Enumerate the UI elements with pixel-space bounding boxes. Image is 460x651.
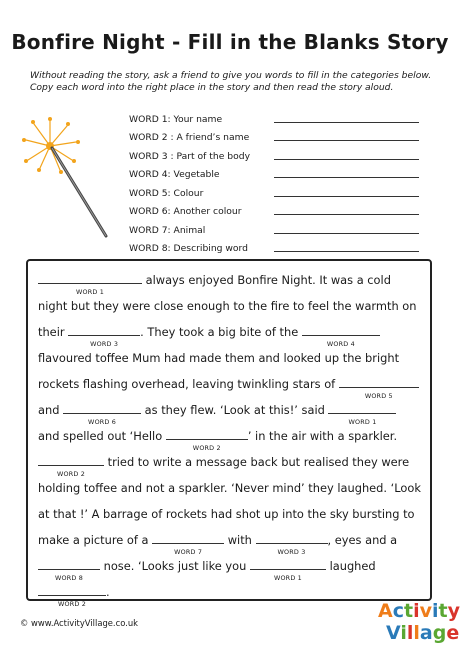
story-blank[interactable] — [63, 402, 141, 426]
story-blank[interactable] — [38, 584, 106, 608]
story-blank[interactable] — [38, 558, 100, 582]
word-row — [129, 125, 419, 144]
story-blank[interactable] — [328, 402, 396, 426]
word-label: WORD 5: Colour — [129, 187, 204, 199]
svg-text:Activity: Activity — [378, 600, 460, 622]
blank-tag: WORD 1 — [75, 288, 104, 296]
blank-tag: WORD 7 — [174, 548, 203, 556]
blank-tag: WORD 2 — [56, 470, 85, 478]
story-text-segment: always enjoyed Bonfire Night. It was a cold — [142, 273, 391, 287]
blank-tag: WORD 1 — [348, 418, 377, 426]
story-text-segment: tried to write a message back but realised they were — [104, 455, 410, 469]
story-line — [38, 423, 424, 452]
word-row — [129, 143, 419, 162]
story-blank[interactable] — [68, 324, 140, 348]
word-label: WORD 4: Vegetable — [129, 169, 220, 180]
blank-tag: WORD 2 — [57, 600, 86, 608]
story-line — [38, 371, 424, 400]
story-text-segment: . They took a big bite of the — [140, 325, 302, 339]
word-label: WORD 7: Animal — [129, 224, 206, 236]
story-text-segment: holding toffee and not a sparkler. ‘Never mind’ they laughed. ‘Look — [38, 481, 421, 495]
story-line — [38, 449, 424, 478]
answer-line[interactable] — [274, 159, 419, 160]
story-text-segment: with — [224, 533, 256, 547]
story-blank[interactable] — [166, 428, 248, 452]
word-row — [129, 162, 419, 181]
answer-line[interactable] — [274, 214, 419, 215]
story-blank[interactable] — [250, 558, 326, 582]
story-line — [38, 267, 424, 296]
blank-tag: WORD 2 — [192, 444, 221, 452]
story-line — [38, 345, 424, 371]
story-blank[interactable] — [302, 324, 380, 348]
story-blank[interactable] — [256, 532, 328, 556]
blank-tag: WORD 5 — [364, 392, 393, 400]
word-label: WORD 3 : Part of the body — [129, 150, 251, 162]
blank-tag: WORD 6 — [88, 418, 117, 426]
story-text-segment: as they flew. ‘Look at this!’ said — [141, 403, 329, 417]
word-label: WORD 6: Another colour — [129, 206, 242, 217]
word-row — [129, 217, 419, 236]
answer-line[interactable] — [274, 177, 419, 178]
story-text-segment: ’ in the air with a sparkler. — [247, 429, 398, 443]
story-text-segment: rockets flashing overhead, leaving twinkling stars of — [38, 377, 339, 391]
story-blank[interactable] — [339, 376, 419, 400]
word-list — [129, 106, 419, 254]
story-line — [38, 319, 424, 348]
story-text-segment: night but they were close enough to the fire to feel the warmth on — [38, 299, 417, 313]
activity-village-logo — [376, 595, 460, 647]
story-blank[interactable] — [38, 454, 104, 478]
story-line — [38, 527, 424, 556]
answer-line[interactable] — [274, 233, 419, 234]
blank-tag: WORD 1 — [273, 574, 302, 582]
story-line — [38, 579, 424, 608]
story-line — [38, 397, 424, 426]
instructions: Without reading the story, ask a friend to give you words to fill in the categories below. Copy each word into the right place in the story and then read the story aloud. — [30, 70, 432, 93]
blank-tag: WORD 3 — [90, 340, 119, 348]
story-text-segment: and spelled out ‘Hello — [38, 429, 166, 443]
story-blank[interactable] — [152, 532, 224, 556]
answer-line[interactable] — [274, 251, 419, 252]
story-blank[interactable] — [38, 272, 142, 296]
word-row — [129, 180, 419, 199]
story-text-segment: and — [38, 403, 64, 417]
story-text-segment: at that !’ A barrage of rockets had shot up into the sky bursting to — [38, 507, 415, 521]
answer-line[interactable] — [274, 196, 419, 197]
story-text-segment: . — [106, 585, 110, 599]
story-line — [38, 553, 424, 582]
answer-line[interactable] — [274, 122, 419, 123]
word-label: WORD 2 : A friend’s name — [129, 132, 250, 143]
blank-tag: WORD 3 — [277, 548, 306, 556]
story-text-segment: , eyes and a — [327, 533, 398, 547]
story-text-segment: nose. ‘Looks just like you — [100, 559, 250, 573]
story-text — [38, 267, 424, 608]
word-row — [129, 236, 419, 255]
word-row — [129, 106, 419, 125]
story-line — [38, 501, 424, 527]
story-line — [38, 293, 424, 319]
answer-line[interactable] — [274, 140, 419, 141]
story-text-segment: flavoured toffee Mum had made them and looked up the bright — [38, 351, 400, 365]
story-text-segment: laughed — [325, 559, 376, 573]
blank-tag: WORD 8 — [54, 574, 83, 582]
story-text-segment: their — [38, 325, 69, 339]
page-title: Bonfire Night - Fill in the Blanks Story — [11, 30, 449, 54]
blank-tag: WORD 4 — [326, 340, 355, 348]
word-label: WORD 8: Describing word — [129, 243, 248, 254]
word-label: WORD 1: Your name — [129, 113, 223, 125]
word-row — [129, 199, 419, 218]
story-box — [26, 259, 432, 608]
story-line — [38, 475, 424, 501]
sparkler-illustration — [22, 116, 122, 242]
svg-text:Village: Village — [386, 622, 460, 644]
copyright-url: © www.ActivityVillage.co.uk — [20, 618, 138, 628]
story-text-segment: make a picture of a — [38, 533, 153, 547]
